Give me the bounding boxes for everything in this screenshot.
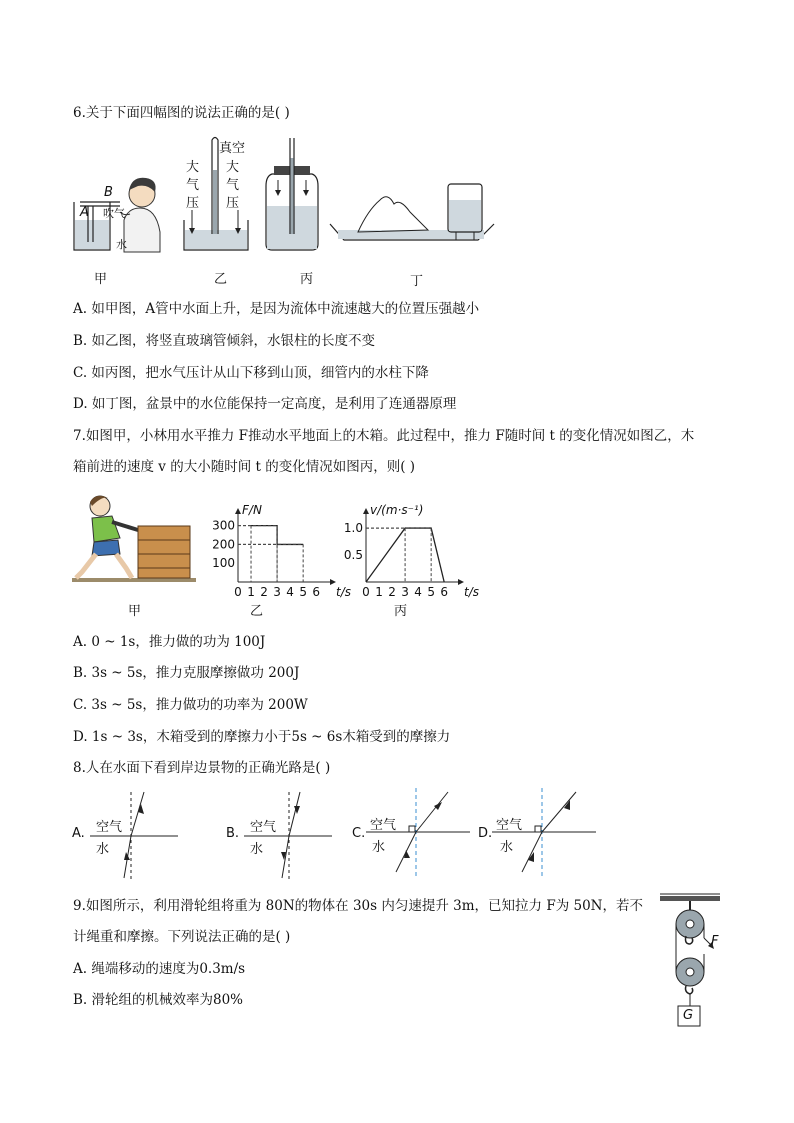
q6-yi-right-2: 气 [226,178,240,193]
q6-figure-ding [328,180,498,250]
x-axis-label: t/s [464,585,479,599]
q6-figure-bing [264,134,320,254]
q9-stem-line2: 计绳重和摩擦。下列说法正确的是( ) [73,929,291,945]
x-tick-label: 5 [427,585,435,599]
q8-a-water: 水 [96,842,110,857]
q7-caption-yi: 乙 [250,604,264,619]
q6-jia-label-a: A [80,205,89,220]
q6-caption-yi: 乙 [214,272,228,287]
q9-stem-line1: 9.如图所示，利用滑轮组将重为 80N的物体在 30s 内匀速提升 3m，已知拉力 F为 50N，若不 [73,898,643,914]
q8-d-water: 水 [500,840,514,855]
q8-b-air: 空气 [250,820,277,835]
q9-option-a: A. 绳端移动的速度为0.3m/s [73,961,246,977]
x-tick-label: 0 [362,585,370,599]
y-axis-label: v/(m·s⁻¹) [370,503,424,517]
q8-d-air: 空气 [496,818,523,833]
q8-diagram-b [240,790,340,882]
q6-yi-left-1: 大 [186,160,200,175]
x-tick-label: 5 [299,585,307,599]
q8-label-c: C. [352,826,366,841]
q7-stem-line2: 箱前进的速度 v 的大小随时间 t 的变化情况如图丙，则( ) [73,459,416,475]
q8-b-water: 水 [250,842,264,857]
y-axis-label: F/N [242,503,262,517]
q7-option-c: C. 3s ~ 5s，推力做功的功率为 200W [73,697,308,713]
q9-option-b: B. 滑轮组的机械效率为80% [73,992,244,1008]
y-tick-label: 0.5 [343,548,363,563]
q6-option-d: D. 如丁图，盆景中的水位能保持一定高度，是利用了连通器原理 [73,396,457,412]
q7-chart-velocity [336,500,486,600]
x-axis-label: t/s [336,585,351,599]
x-tick-label: 2 [260,585,268,599]
q6-yi-left-2: 气 [186,178,200,193]
x-tick-label: 1 [247,585,255,599]
q7-option-d: D. 1s ~ 3s，木箱受到的摩擦力小于5s ~ 6s木箱受到的摩擦力 [73,729,451,745]
q6-option-a: A. 如甲图，A管中水面上升，是因为流体中流速越大的位置压强越小 [73,301,480,317]
q7-chart-force [208,500,351,600]
x-tick-label: 3 [401,585,409,599]
q7-stem-line1: 7.如图甲，小林用水平推力 F推动水平地面上的木箱。此过程中，推力 F随时间 t 的变化情况如图乙，木 [73,428,695,444]
q6-caption-jia: 甲 [94,272,108,287]
q8-label-b: B. [226,826,240,841]
x-tick-label: 4 [414,585,422,599]
q8-c-air: 空气 [370,818,397,833]
x-tick-label: 4 [286,585,294,599]
x-tick-label: 6 [440,585,449,599]
q7-caption-jia: 甲 [128,604,142,619]
y-tick-label: 200 [212,537,235,552]
y-tick-label: 300 [212,518,235,533]
x-tick-label: 6 [312,585,321,599]
q7-figure-jia [72,492,196,588]
q7-option-a: A. 0 ~ 1s，推力做的功为 100J [73,634,266,650]
x-tick-label: 1 [375,585,383,599]
q6-yi-right-1: 大 [226,160,240,175]
q8-label-d: D. [478,826,493,841]
q8-label-a: A. [72,826,85,841]
q8-c-water: 水 [372,840,386,855]
y-tick-label: 100 [212,556,235,571]
q6-yi-label-vacuum: 真空 [219,141,246,156]
q6-stem: 6.关于下面四幅图的说法正确的是( ) [73,105,290,121]
q8-diagram-a [86,790,186,882]
q9-label-g: G [683,1008,694,1023]
q6-jia-label-water: 水 [116,238,127,251]
q7-option-b: B. 3s ~ 5s，推力克服摩擦做功 200J [73,665,300,681]
q6-option-c: C. 如丙图，把水气压计从山下移到山顶，细管内的水柱下降 [73,365,429,381]
x-tick-label: 2 [388,585,396,599]
y-tick-label: 1.0 [343,521,363,536]
q6-yi-left-3: 压 [186,196,200,211]
q6-caption-ding: 丁 [410,274,424,289]
q6-caption-bing: 丙 [300,272,314,287]
q6-jia-label-b: B [104,185,113,200]
q9-label-f: F [711,934,719,949]
y-axis-arrow [235,508,241,514]
q8-a-air: 空气 [96,820,123,835]
q6-option-b: B. 如乙图，将竖直玻璃管倾斜，水银柱的长度不变 [73,333,376,349]
q7-caption-bing: 丙 [394,604,408,619]
x-tick-label: 3 [273,585,281,599]
q6-jia-label-blow: 吹气 [103,207,125,220]
q6-yi-right-3: 压 [226,196,240,211]
x-tick-label: 0 [234,585,242,599]
y-axis-arrow [363,508,369,514]
q8-stem: 8.人在水面下看到岸边景物的正确光路是( ) [73,760,331,776]
q6-yi-pressure-arrows [182,208,252,238]
